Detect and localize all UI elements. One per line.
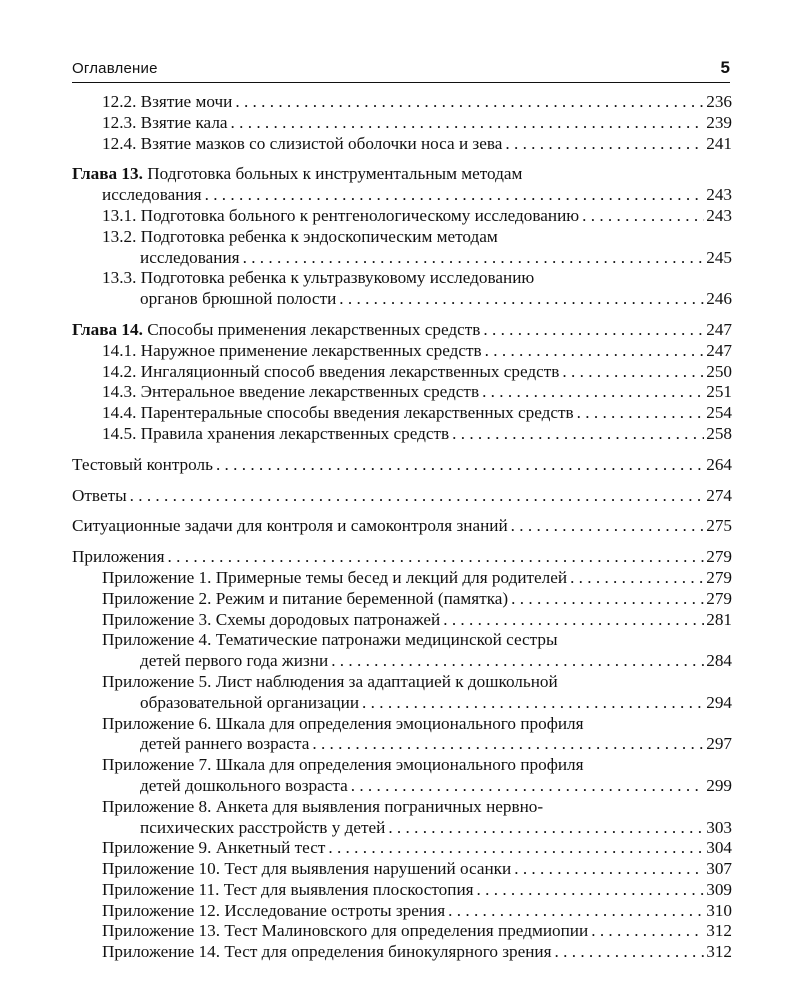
dot-leader xyxy=(231,113,705,134)
toc-entry-page: 275 xyxy=(706,516,732,536)
toc-entry-title-continued: детей дошкольного возраста xyxy=(140,775,348,795)
dot-leader xyxy=(591,921,704,942)
chapter-label: Глава 13. xyxy=(72,164,143,184)
toc-group-appendix xyxy=(72,547,732,963)
toc-entry[interactable] xyxy=(72,134,732,155)
chapter-title: Способы применения лекарственных средств xyxy=(147,319,481,339)
dot-leader xyxy=(482,382,704,403)
toc-entry-title: 14.1. Наружное применение лекарственных средств xyxy=(102,340,482,360)
chapter-label: Глава 14. xyxy=(72,319,143,339)
toc-entry-title: Приложение 10. Тест для выявления нарушений осанки xyxy=(102,859,512,879)
toc-entry-title: Приложение 6. Шкала для определения эмоционального профиля xyxy=(102,713,584,733)
dot-leader xyxy=(485,341,705,362)
toc-entry-title: Приложение 7. Шкала для определения эмоционального профиля xyxy=(102,755,584,775)
toc-entry-title: Приложение 13. Тест Малиновского для определения предмиопии xyxy=(102,921,589,941)
toc-entry-title: Приложение 1. Примерные темы бесед и лекций для родителей xyxy=(102,567,568,587)
toc-entry-title: Приложение 2. Режим и питание беременной (памятка) xyxy=(102,588,509,608)
toc-entry-title: 12.3. Взятие кала xyxy=(102,112,228,132)
toc-entry-page: 246 xyxy=(706,289,732,309)
dot-leader xyxy=(328,838,704,859)
toc-entry[interactable] xyxy=(72,755,732,776)
toc-entry-page: 297 xyxy=(706,734,732,754)
toc-entry-page: 243 xyxy=(706,185,732,205)
chapter-heading-line[interactable] xyxy=(72,164,732,185)
dot-leader xyxy=(243,248,705,269)
toc-entry[interactable] xyxy=(72,362,732,383)
dot-leader xyxy=(514,859,704,880)
toc-entry[interactable] xyxy=(72,268,732,289)
toc-entry-page: 279 xyxy=(706,588,732,608)
chapter-title: Подготовка больных к инструментальным методам xyxy=(147,164,523,184)
dot-leader xyxy=(351,776,704,797)
dot-leader xyxy=(577,403,705,424)
toc-entry-title: 12.4. Взятие мазков со слизистой оболочки носа и зева xyxy=(102,133,503,153)
toc-entry-title: Ситуационные задачи для контроля и самоконтроля знаний xyxy=(72,516,508,536)
toc-group-chapter-14 xyxy=(72,320,732,445)
running-title: Оглавление xyxy=(72,60,158,77)
toc-entry[interactable] xyxy=(72,92,732,113)
toc-entry-page: 247 xyxy=(706,340,732,360)
toc-group-chapter-13 xyxy=(72,164,732,310)
toc-entry-page: 303 xyxy=(706,817,732,837)
toc-group-chapter-12 xyxy=(72,92,732,154)
toc-entry-page: 251 xyxy=(706,382,732,402)
toc-entry[interactable] xyxy=(72,455,732,476)
dot-leader xyxy=(388,818,704,839)
toc-entry-page: 264 xyxy=(706,454,732,474)
toc-entry[interactable] xyxy=(72,403,732,424)
chapter-heading-line[interactable] xyxy=(72,320,732,341)
dot-leader xyxy=(555,942,705,963)
dot-leader xyxy=(582,206,704,227)
toc-entry[interactable] xyxy=(72,382,732,403)
toc-entry[interactable] xyxy=(72,113,732,134)
toc-entry-title: 14.5. Правила хранения лекарственных средств xyxy=(102,423,450,443)
toc-entry-title: Приложения xyxy=(72,547,165,567)
toc-entry-title: Приложение 5. Лист наблюдения за адаптацией к дошкольной xyxy=(102,671,558,691)
toc-entry-title: Приложение 11. Тест для выявления плоскостопия xyxy=(102,879,474,899)
dot-leader xyxy=(511,516,705,537)
toc-entry-page: 299 xyxy=(706,775,732,795)
dot-leader xyxy=(168,547,705,568)
toc-entry[interactable] xyxy=(72,797,732,818)
toc-entry[interactable] xyxy=(72,734,732,755)
toc-entry-page: 239 xyxy=(706,112,732,132)
toc-group-tasks xyxy=(72,516,732,537)
toc-entry-title-continued: детей раннего возраста xyxy=(140,734,310,754)
chapter-title-continued: исследования xyxy=(102,185,202,205)
toc-entry[interactable] xyxy=(72,206,732,227)
toc-entry[interactable] xyxy=(72,776,732,797)
toc-entry[interactable] xyxy=(72,901,732,922)
toc-entry-title: Приложение 3. Схемы дородовых патронажей xyxy=(102,609,441,629)
toc-entry-page: 258 xyxy=(706,423,732,443)
dot-leader xyxy=(205,185,705,206)
toc-entry[interactable] xyxy=(72,424,732,445)
dot-leader xyxy=(477,880,705,901)
chapter-heading-line[interactable] xyxy=(72,185,732,206)
toc-entry-page: 312 xyxy=(706,942,732,962)
dot-leader xyxy=(312,734,704,755)
toc-entry-page: 281 xyxy=(706,609,732,629)
toc-entry[interactable] xyxy=(72,651,732,672)
toc-entry-page: 254 xyxy=(706,403,732,423)
toc-entry[interactable] xyxy=(72,921,732,942)
toc-entry-page: 247 xyxy=(706,319,732,339)
toc-entry-page: 304 xyxy=(706,838,732,858)
header-rule xyxy=(72,82,730,83)
toc-entry-title-continued: образовательной организации xyxy=(140,692,360,712)
toc-entry[interactable] xyxy=(72,818,732,839)
dot-leader xyxy=(505,134,704,155)
dot-leader xyxy=(562,362,704,383)
dot-leader xyxy=(443,610,704,631)
toc-entry[interactable] xyxy=(72,227,732,248)
toc-entry[interactable] xyxy=(72,248,732,269)
toc-entry-title: 13.3. Подготовка ребенка к ультразвуковому исследованию xyxy=(102,268,535,288)
toc-entry-title: 12.2. Взятие мочи xyxy=(102,92,233,111)
dot-leader xyxy=(570,568,704,589)
dot-leader xyxy=(216,455,704,476)
toc-entry[interactable] xyxy=(72,341,732,362)
toc-entry-page: 236 xyxy=(706,92,732,111)
toc-entry-page: 284 xyxy=(706,651,732,671)
toc-entry-title-continued: детей первого года жизни xyxy=(140,651,329,671)
toc-group-tests xyxy=(72,455,732,476)
page-number: 5 xyxy=(720,58,730,77)
dot-leader xyxy=(448,901,704,922)
toc-entry-page: 245 xyxy=(706,247,732,267)
toc-entry-page: 309 xyxy=(706,879,732,899)
toc-entry[interactable] xyxy=(72,547,732,568)
toc-entry[interactable] xyxy=(72,859,732,880)
page-header xyxy=(72,58,730,82)
toc-entry-page: 250 xyxy=(706,361,732,381)
toc-entry-title: Приложение 9. Анкетный тест xyxy=(102,838,326,858)
toc-entry-page: 243 xyxy=(706,205,732,225)
toc-entry[interactable] xyxy=(72,289,732,310)
toc-entry[interactable] xyxy=(72,880,732,901)
toc-entry[interactable] xyxy=(72,589,732,610)
toc-entry-page: 310 xyxy=(706,900,732,920)
dot-leader xyxy=(235,92,704,113)
toc-entry-title-continued: психических расстройств у детей xyxy=(140,817,386,837)
dot-leader xyxy=(339,289,704,310)
toc-entry-title: Тестовый контроль xyxy=(72,454,213,474)
toc-entry[interactable] xyxy=(72,516,732,537)
dot-leader xyxy=(452,424,704,445)
toc-entry-title: 13.2. Подготовка ребенка к эндоскопическим методам xyxy=(102,226,498,246)
toc-entry-title: Приложение 4. Тематические патронажи медицинской сестры xyxy=(102,630,558,650)
toc-entry-title: Приложение 12. Исследование остроты зрения xyxy=(102,900,446,920)
toc-entry-title-continued: органов брюшной полости xyxy=(140,289,337,309)
toc-entry[interactable] xyxy=(72,486,732,507)
toc-entry-title-continued: исследования xyxy=(140,247,240,267)
toc-entry-page: 294 xyxy=(706,692,732,712)
dot-leader xyxy=(511,589,704,610)
toc-entry[interactable] xyxy=(72,568,732,589)
dot-leader xyxy=(362,693,704,714)
toc-entry[interactable] xyxy=(72,672,732,693)
dot-leader xyxy=(130,486,705,507)
toc-entry-title: Ответы xyxy=(72,485,127,505)
toc-entry-page: 279 xyxy=(706,567,732,587)
toc-entry-title: 14.2. Ингаляционный способ введения лекарственных средств xyxy=(102,361,560,381)
toc-entry-page: 307 xyxy=(706,859,732,879)
toc-entry-page: 312 xyxy=(706,921,732,941)
toc-entry-title: 14.3. Энтеральное введение лекарственных средств xyxy=(102,382,480,402)
toc-entry-page: 274 xyxy=(706,485,732,505)
toc-entry-title: Приложение 14. Тест для определения бинокулярного зрения xyxy=(102,942,552,962)
toc-entry-title: 14.4. Парентеральные способы введения лекарственных средств xyxy=(102,403,574,423)
toc-entry-title: 13.1. Подготовка больного к рентгенологическому исследованию xyxy=(102,205,580,225)
toc-entry[interactable] xyxy=(72,693,732,714)
dot-leader xyxy=(331,651,704,672)
toc-entry[interactable] xyxy=(72,838,732,859)
toc-entry[interactable] xyxy=(72,630,732,651)
dot-leader xyxy=(483,320,704,341)
toc-entry[interactable] xyxy=(72,610,732,631)
toc-entry-page: 279 xyxy=(706,547,732,567)
toc-group-answers xyxy=(72,486,732,507)
toc-entry[interactable] xyxy=(72,942,732,963)
toc-entry[interactable] xyxy=(72,714,732,735)
toc-entry-title: Приложение 8. Анкета для выявления пограничных нервно- xyxy=(102,796,544,816)
toc-entry-page: 241 xyxy=(706,133,732,153)
table-of-contents xyxy=(72,92,732,973)
